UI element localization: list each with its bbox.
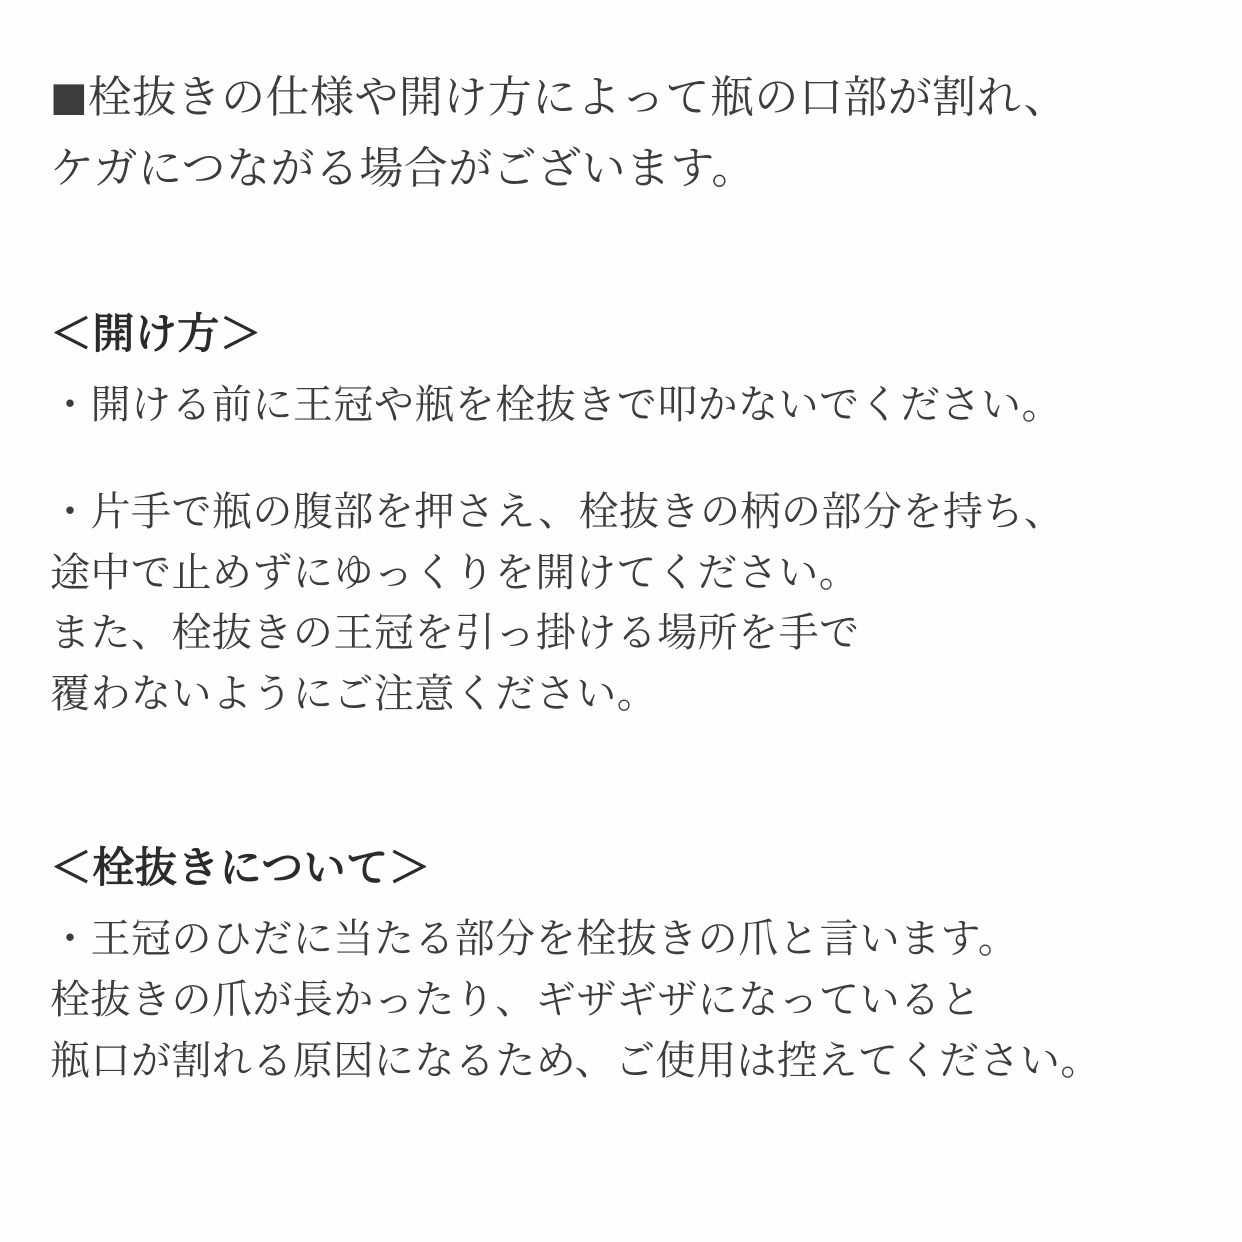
section-heading-about-opener: ＜栓抜きについて＞ <box>50 842 431 892</box>
text-line: 栓抜きの爪が長かったり、ギザギザになっていると <box>50 977 982 1024</box>
paragraph-opening-2 <box>50 482 1187 725</box>
lead-line-1 <box>50 62 1187 133</box>
section-opening-method <box>50 309 1187 725</box>
text-line: 覆わないようにご注意ください。 <box>50 671 658 718</box>
paragraph-about-1 <box>50 909 1187 1091</box>
square-bullet-icon: ■ <box>50 74 88 120</box>
text-line: ・王冠のひだに当たる部分を栓抜きの爪と言います。 <box>50 916 1019 963</box>
paragraph-opening-1 <box>50 375 1187 436</box>
spacer-paragraph <box>50 436 1187 482</box>
text-line: また、栓抜きの王冠を引っ掛ける場所を手で <box>50 610 860 657</box>
text-line: ・開ける前に王冠や瓶を栓抜きで叩かないでください。 <box>50 381 1062 428</box>
lead-notice <box>50 62 1187 205</box>
text-line: 途中で止めずにゆっくりを開けてください。 <box>50 549 860 596</box>
lead-line-2: ケガにつながる場合がございます。 <box>50 143 756 195</box>
lead-text-1: 栓抜きの仕様や開け方によって瓶の口部が割れ、 <box>87 72 1069 123</box>
spacer-between-sections <box>50 725 1187 843</box>
spacer-after-lead <box>50 205 1187 309</box>
text-line: 瓶口が割れる原因になるため、ご使用は控えてください。 <box>50 1037 1101 1084</box>
section-heading-opening-method: ＜開け方＞ <box>50 308 263 358</box>
text-line: ・片手で瓶の腹部を押さえ、栓抜きの柄の部分を持ち、 <box>50 488 1065 535</box>
section-about-opener <box>50 843 1187 1092</box>
